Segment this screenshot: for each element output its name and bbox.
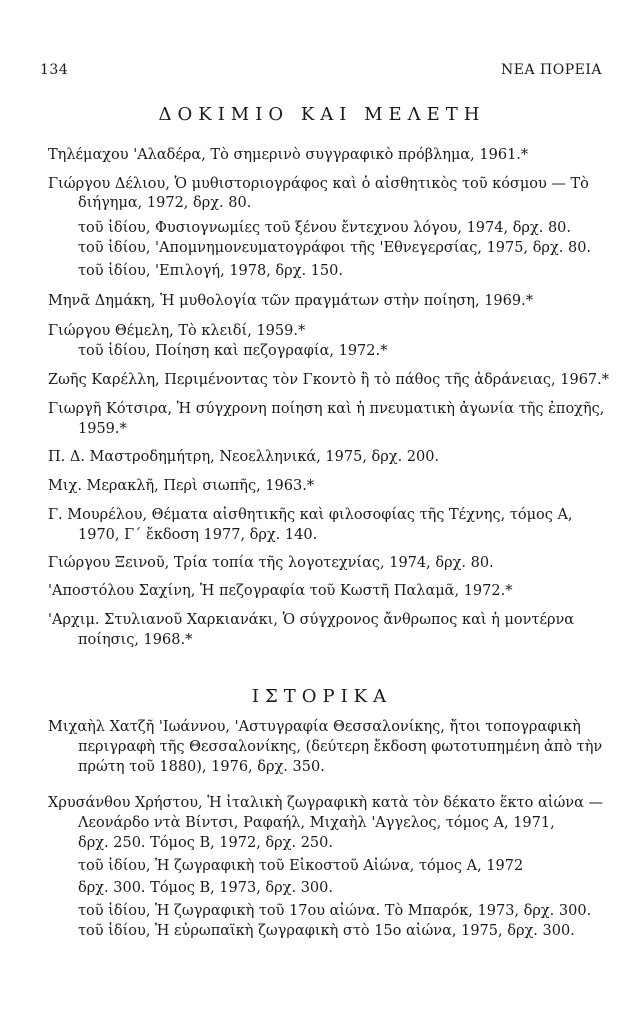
entry-line: Λεονάρδο ντὰ Βίντσι, Ραφαήλ, Μιχαὴλ 'Αγγελος, τόμος Α, 1971, [78,815,555,831]
entry-line: Ζωῆς Καρέλλη, Περιμένοντας τὸν Γκοντὸ ἢ τὸ πάθος τῆς ἀδράνειας, 1967.* [48,372,610,388]
entry-line: τοῦ ἰδίου, Ἡ ζωγραφικὴ τοῦ 17ου αἰώνα. Τὸ Μπαρόκ, 1973, δρχ. 300. [78,903,592,919]
entry-line: Γιώργου Ξεινοῦ, Τρία τοπία τῆς λογοτεχνίας, 1974, δρχ. 80. [48,555,494,571]
entry-line: Χρυσάνθου Χρήστου, Ἡ ἰταλικὴ ζωγραφικὴ κατὰ τὸν δέκατο ἕκτο αἰώνα — [48,795,603,811]
entry-line: 'Αποστόλου Σαχίνη, Ἡ πεζογραφία τοῦ Κωστῆ Παλαμᾶ, 1972.* [48,583,513,599]
entry-line: Μιχαὴλ Χατζῆ 'Ιωάννου, 'Αστυγραφία Θεσσαλονίκης, ἤτοι τοπογραφικὴ [48,719,581,735]
entry-line: Μηνᾶ Δημάκη, Ἡ μυθολογία τῶν πραγμάτων στὴν ποίηση, 1969.* [48,293,533,309]
entry-line: τοῦ ἰδίου, Ποίηση καὶ πεζογραφία, 1972.* [78,343,388,359]
journal-title: ΝΕΑ ΠΟΡΕΙΑ [501,62,602,78]
entry-line: Γιωργῆ Κότσιρα, Ἡ σύγχρονη ποίηση καὶ ἡ πνευματικὴ ἀγωνία τῆς ἐποχῆς, [48,401,605,417]
section-title-essays: ΔΟΚΙΜΙΟ ΚΑΙ ΜΕΛΕΤΗ [158,104,486,125]
entry-line: Γιώργου Θέμελη, Τὸ κλειδί, 1959.* [48,323,306,339]
entry-line: πρώτη τοῦ 1880), 1976, δρχ. 350. [78,759,325,775]
entry-line: τοῦ ἰδίου, Φυσιογνωμίες τοῦ ξένου ἔντεχνου λόγου, 1974, δρχ. 80. [78,220,572,236]
entry-line: 'Αρχιμ. Στυλιανοῦ Χαρκιανάκι, Ὁ σύγχρονος ἄνθρωπος καὶ ἡ μοντέρνα [48,612,575,628]
entry-line: δρχ. 300. Τόμος Β, 1973, δρχ. 300. [78,880,333,896]
entry-line: ποίησις, 1968.* [78,632,193,648]
entry-line: περιγραφὴ τῆς Θεσσαλονίκης, (δεύτερη ἔκδοση φωτοτυπημένη ἀπὸ τὴν [78,739,603,755]
entry-line: τοῦ ἰδίου, 'Απομνημονευματογράφοι τῆς 'Εθνεγερσίας, 1975, δρχ. 80. [78,240,592,256]
running-header [40,62,602,84]
entry-line: τοῦ ἰδίου, 'Επιλογή, 1978, δρχ. 150. [78,263,343,279]
entry-line: Μιχ. Μερακλῆ, Περὶ σιωπῆς, 1963.* [48,478,315,494]
section-title-history: ΙΣΤΟΡΙΚΑ [251,686,393,707]
entry-line: διήγημα, 1972, δρχ. 80. [78,195,252,211]
entry-line: Γιώργου Δέλιου, Ὁ μυθιστοριογράφος καὶ ὁ αἰσθητικὸς τοῦ κόσμου — Τὸ [48,176,589,192]
entry-line: Γ. Μουρέλου, Θέματα αἰσθητικῆς καὶ φιλοσοφίας τῆς Τέχνης, τόμος Α, [48,507,573,523]
entry-line: Τηλέμαχου 'Αλαδέρα, Τὸ σημερινὸ συγγραφικὸ πρόβλημα, 1961.* [48,147,529,163]
entry-line: τοῦ ἰδίου, Ἡ ζωγραφικὴ τοῦ Εἰκοστοῦ Αἰώνα, τόμος Α, 1972 [78,858,524,874]
entry-line: Π. Δ. Μαστροδημήτρη, Νεοελληνικά, 1975, δρχ. 200. [48,449,440,465]
entry-line: 1959.* [78,421,127,437]
entry-line: δρχ. 250. Τόμος Β, 1972, δρχ. 250. [78,835,333,851]
entry-line: 1970, Γ΄ ἔκδοση 1977, δρχ. 140. [78,527,318,543]
page-number: 134 [40,62,69,78]
entry-line: τοῦ ἰδίου, Ἡ εὐρωπαϊκὴ ζωγραφικὴ στὸ 15ο αἰώνα, 1975, δρχ. 300. [78,923,575,939]
